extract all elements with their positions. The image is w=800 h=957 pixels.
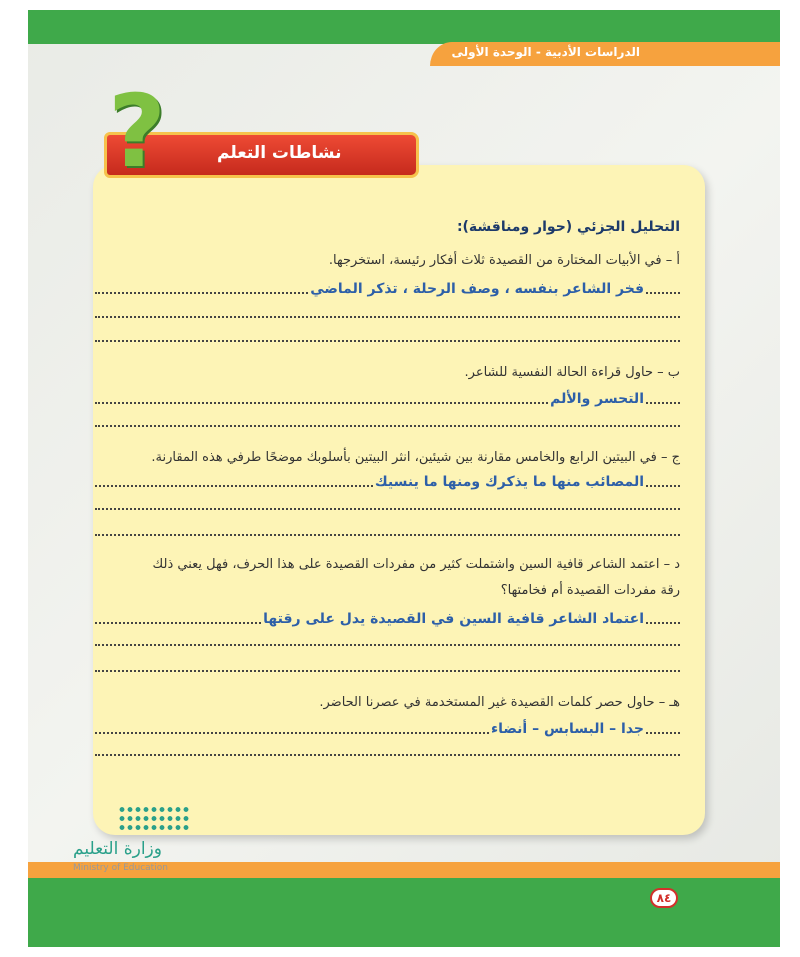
question-e: هـ – حاول حصر كلمات القصيدة غير المستخدمة في عصرنا الحاضر. [319,695,680,710]
answer-c [95,473,680,491]
answer-text: فخر الشاعر بنفسه ، وصف الرحلة ، تذكر الماضي [310,281,644,297]
answer-a [95,280,680,298]
question-a: أ – في الأبيات المختارة من القصيدة ثلاث أفكار رئيسة، استخرجها. [328,253,680,268]
answer-line [95,670,680,672]
question-d: د – اعتمد الشاعر قافية السين واشتملت كثير من مفردات القصيدة على هذا الحرف، فهل يعني ذلك [152,557,680,572]
answer-line [95,508,680,510]
answer-e [95,720,680,738]
unit-title: الدراسات الأدبية - الوحدة الأولى [451,45,640,59]
answer-line [95,644,680,646]
question-c: ج – في البيتين الرابع والخامس مقارنة بين شيئين، انثر البيتين بأسلوبك موضحًا طرفي هذه المقارنة. [151,450,680,465]
question-b: ب – حاول قراءة الحالة النفسية للشاعر. [464,365,680,380]
question-mark-icon: ? [108,73,167,190]
ministry-name-ar: وزارة التعليم [73,839,162,859]
top-green-bar [28,10,780,44]
page-number: ٨٤ [650,888,678,908]
question-d-cont: رقة مفردات القصيدة أم فخامتها؟ [500,583,680,598]
answer-line [95,754,680,756]
answer-text: المصائب منها ما يذكرك ومنها ما ينسيك [374,474,644,490]
answer-d [95,610,680,628]
section-title: نشاطات التعلم [217,143,342,163]
unit-header-band [430,42,780,66]
ministry-logo [73,805,213,885]
answer-b [95,390,680,408]
answer-text: التحسر والألم [550,391,644,407]
logo-dots-icon [118,805,190,833]
answer-line [95,534,680,536]
answer-text: اعتماد الشاعر قافية السين في القصيدة يدل على رقتها [263,611,644,627]
answer-line [95,340,680,342]
ministry-name-en: Ministry of Education [73,863,168,873]
answer-line [95,316,680,318]
answer-line [95,425,680,427]
answer-text: جدا – البسابس – أنضاء [490,721,644,737]
section-heading: التحليل الجزئي (حوار ومناقشة): [456,219,680,235]
